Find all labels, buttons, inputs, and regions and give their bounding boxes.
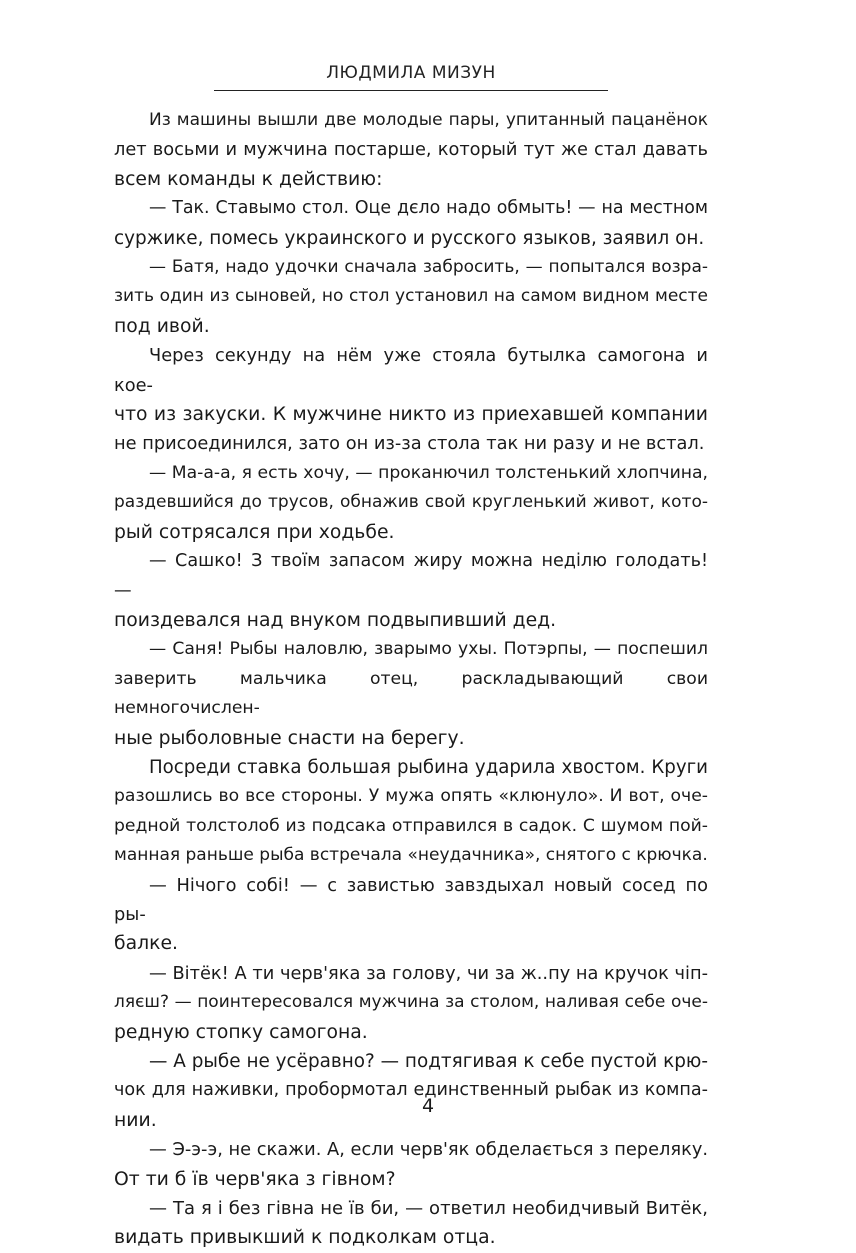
text-line: Из машины вышли две молодые пары, упитанный пацанёнок xyxy=(149,110,708,130)
paragraph xyxy=(114,1135,708,1194)
text-line: разошлись во все стороны. У мужа опять «клюнуло». И вот, оче- xyxy=(114,786,708,807)
text-line: рый сотрясался при ходьбе. xyxy=(114,521,395,543)
paragraph xyxy=(114,253,708,341)
text-line: суржике, помесь украинского и русского языков, заявил он. xyxy=(114,227,705,249)
text-line: не присоединился, зато он из-за стола так ни разу и не встал. xyxy=(114,433,705,455)
text-line: — Батя, надо удочки сначала забросить, — попытался возра- xyxy=(149,257,708,278)
text-line: балке. xyxy=(114,933,178,955)
text-line: поиздевался над внуком подвыпивший дед. xyxy=(114,609,557,631)
text-line: редную стопку самогона. xyxy=(114,1021,368,1043)
text-line: редной толстолоб из подсака отправился в садок. С шумом пой- xyxy=(114,815,708,836)
text-line: зить один из сыновей, но стол установил на самом видном месте xyxy=(114,286,708,307)
body-text xyxy=(114,106,708,1253)
text-line: — А рыбе не усёравно? — подтягивая к себе пустой крю- xyxy=(149,1051,708,1072)
running-head-author: ЛЮДМИЛА МИЗУН xyxy=(326,63,496,83)
paragraph xyxy=(114,106,708,194)
page-number: 4 xyxy=(421,1095,435,1117)
paragraph xyxy=(114,753,708,871)
text-line: нии. xyxy=(114,1109,157,1131)
paragraph xyxy=(114,959,708,1047)
text-line: — Нічого собі! — с завистью завздыхал новый сосед по ры- xyxy=(114,874,708,925)
text-line: ляєш? — поинтересовался мужчина за столом, наливая себе оче- xyxy=(114,992,708,1013)
text-line: — Вітёк! А ти черв'яка за голову, чи за ж..пу на кручок чіп- xyxy=(149,962,708,984)
paragraph xyxy=(114,871,708,959)
text-line: под ивой. xyxy=(114,315,210,337)
text-line: заверить мальчика отец, раскладывающий свои немногочислен- xyxy=(114,668,708,719)
text-line: — Саня! Рыбы наловлю, зварымо ухы. Потэрпы, — поспешил xyxy=(149,639,708,660)
text-line: раздевшийся до трусов, обнажив свой кругленький живот, кото- xyxy=(114,492,708,513)
paragraph xyxy=(114,547,708,635)
text-line: Посреди ставка большая рыбина ударила хвостом. Круги xyxy=(149,756,708,778)
header-rule xyxy=(214,90,608,91)
text-line: чок для наживки, пробормотал единственный рыбак из компа- xyxy=(114,1080,708,1101)
text-line: — Сашко! З твоїм запасом жиру можна неділю голодать! — xyxy=(114,551,708,601)
text-line: От ти б їв черв'яка з гівном? xyxy=(114,1168,396,1190)
text-line: видать привыкший к подколкам отца. xyxy=(114,1227,496,1249)
paragraph xyxy=(114,1194,708,1253)
text-line: ные рыболовные снасти на берегу. xyxy=(114,727,465,749)
text-line: манная раньше рыба встречала «неудачника», снятого с крючка. xyxy=(114,845,708,866)
paragraph xyxy=(114,1047,708,1135)
text-line: всем команды к действию: xyxy=(114,168,383,190)
paragraph xyxy=(114,459,708,547)
text-line: лет восьми и мужчина постарше, который тут же стал давать xyxy=(114,139,708,161)
text-line: Через секунду на нём уже стояла бутылка самогона и кое- xyxy=(114,345,708,396)
text-line: — Ма-а-а, я есть хочу, — проканючил толстенький хлопчина, xyxy=(149,462,708,483)
text-line: что из закуски. К мужчине никто из приехавшей компании xyxy=(114,404,708,426)
text-line: — Э-э-э, не скажи. А, если черв'як обделається з переляку. xyxy=(149,1139,708,1161)
paragraph xyxy=(114,341,708,459)
text-line: — Так. Ставымо стол. Оце дєло надо обмыть! — на местном xyxy=(149,198,708,219)
text-line: — Та я і без гівна не їв би, — ответил необидчивый Витёк, xyxy=(149,1198,708,1220)
paragraph xyxy=(114,635,708,753)
paragraph xyxy=(114,194,708,253)
